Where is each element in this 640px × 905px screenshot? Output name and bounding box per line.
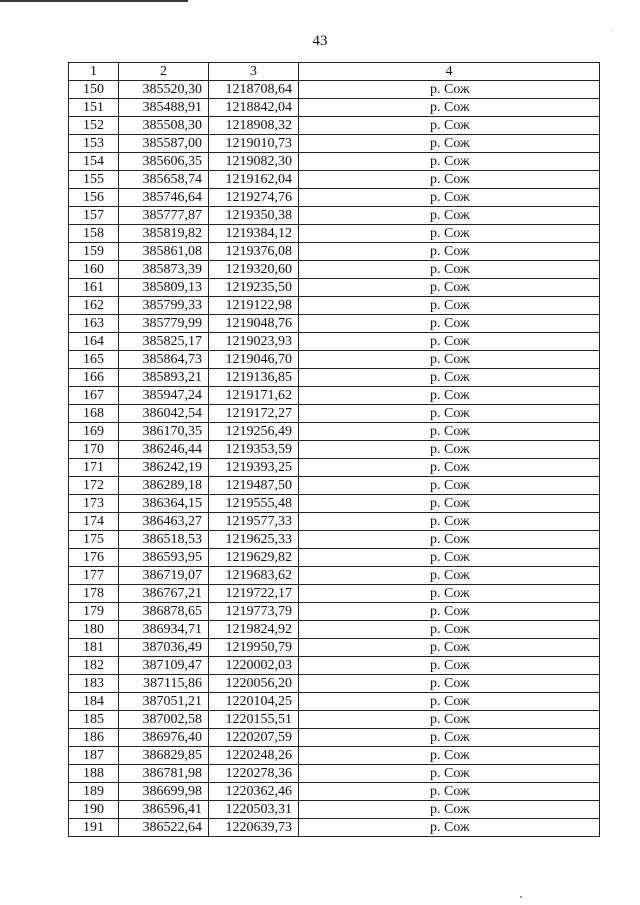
cell-point-number: 168 (69, 405, 119, 423)
cell-point-number: 154 (69, 153, 119, 171)
cell-point-number: 160 (69, 261, 119, 279)
cell-object-name: р. Сож (299, 369, 600, 387)
cell-y-coordinate: 1219122,98 (209, 297, 299, 315)
cell-object-name: р. Сож (299, 261, 600, 279)
table-row (69, 117, 600, 135)
table-row (69, 153, 600, 171)
cell-point-number: 166 (69, 369, 119, 387)
cell-point-number: 175 (69, 531, 119, 549)
table-row (69, 441, 600, 459)
table-row (69, 639, 600, 657)
table-row (69, 819, 600, 837)
cell-x-coordinate: 385606,35 (119, 153, 209, 171)
cell-y-coordinate: 1219320,60 (209, 261, 299, 279)
table-row (69, 279, 600, 297)
cell-object-name: р. Сож (299, 765, 600, 783)
cell-y-coordinate: 1218908,32 (209, 117, 299, 135)
cell-object-name: р. Сож (299, 477, 600, 495)
cell-point-number: 180 (69, 621, 119, 639)
cell-x-coordinate: 387036,49 (119, 639, 209, 657)
cell-x-coordinate: 385508,30 (119, 117, 209, 135)
cell-object-name: р. Сож (299, 513, 600, 531)
cell-point-number: 173 (69, 495, 119, 513)
cell-x-coordinate: 385861,08 (119, 243, 209, 261)
table-row (69, 729, 600, 747)
cell-object-name: р. Сож (299, 531, 600, 549)
cell-point-number: 178 (69, 585, 119, 603)
cell-point-number: 151 (69, 99, 119, 117)
table-row (69, 225, 600, 243)
cell-y-coordinate: 1219010,73 (209, 135, 299, 153)
table-row (69, 585, 600, 603)
cell-y-coordinate: 1220639,73 (209, 819, 299, 837)
cell-object-name: р. Сож (299, 549, 600, 567)
table-row (69, 549, 600, 567)
cell-object-name: р. Сож (299, 117, 600, 135)
cell-object-name: р. Сож (299, 279, 600, 297)
cell-point-number: 183 (69, 675, 119, 693)
cell-point-number: 190 (69, 801, 119, 819)
cell-x-coordinate: 385799,33 (119, 297, 209, 315)
cell-y-coordinate: 1219376,08 (209, 243, 299, 261)
table-row (69, 477, 600, 495)
table-row (69, 675, 600, 693)
cell-y-coordinate: 1219256,49 (209, 423, 299, 441)
cell-y-coordinate: 1219136,85 (209, 369, 299, 387)
table-row (69, 261, 600, 279)
cell-point-number: 163 (69, 315, 119, 333)
cell-object-name: р. Сож (299, 585, 600, 603)
cell-y-coordinate: 1219353,59 (209, 441, 299, 459)
cell-object-name: р. Сож (299, 405, 600, 423)
cell-object-name: р. Сож (299, 297, 600, 315)
cell-object-name: р. Сож (299, 639, 600, 657)
cell-object-name: р. Сож (299, 441, 600, 459)
table-row (69, 603, 600, 621)
cell-point-number: 170 (69, 441, 119, 459)
cell-x-coordinate: 385779,99 (119, 315, 209, 333)
table-row (69, 783, 600, 801)
cell-x-coordinate: 386463,27 (119, 513, 209, 531)
cell-x-coordinate: 386781,98 (119, 765, 209, 783)
cell-x-coordinate: 386878,65 (119, 603, 209, 621)
cell-x-coordinate: 386976,40 (119, 729, 209, 747)
cell-y-coordinate: 1219773,79 (209, 603, 299, 621)
cell-y-coordinate: 1219393,25 (209, 459, 299, 477)
cell-y-coordinate: 1220002,03 (209, 657, 299, 675)
table-row (69, 99, 600, 117)
cell-point-number: 187 (69, 747, 119, 765)
cell-y-coordinate: 1219683,62 (209, 567, 299, 585)
cell-x-coordinate: 386522,64 (119, 819, 209, 837)
cell-x-coordinate: 385587,00 (119, 135, 209, 153)
table-row (69, 567, 600, 585)
table-row (69, 171, 600, 189)
cell-y-coordinate: 1220056,20 (209, 675, 299, 693)
cell-point-number: 181 (69, 639, 119, 657)
cell-object-name: р. Сож (299, 423, 600, 441)
scan-speck (612, 30, 613, 31)
table-row (69, 81, 600, 99)
cell-x-coordinate: 385777,87 (119, 207, 209, 225)
cell-object-name: р. Сож (299, 621, 600, 639)
cell-object-name: р. Сож (299, 459, 600, 477)
table-row (69, 495, 600, 513)
cell-object-name: р. Сож (299, 243, 600, 261)
table-row (69, 621, 600, 639)
cell-object-name: р. Сож (299, 333, 600, 351)
cell-x-coordinate: 385864,73 (119, 351, 209, 369)
table-row (69, 369, 600, 387)
cell-point-number: 159 (69, 243, 119, 261)
cell-object-name: р. Сож (299, 711, 600, 729)
cell-y-coordinate: 1219629,82 (209, 549, 299, 567)
cell-object-name: р. Сож (299, 783, 600, 801)
header-row (69, 63, 600, 81)
cell-object-name: р. Сож (299, 81, 600, 99)
table-row (69, 531, 600, 549)
cell-x-coordinate: 387051,21 (119, 693, 209, 711)
cell-y-coordinate: 1220104,25 (209, 693, 299, 711)
cell-y-coordinate: 1220248,26 (209, 747, 299, 765)
cell-point-number: 152 (69, 117, 119, 135)
cell-x-coordinate: 387115,86 (119, 675, 209, 693)
cell-object-name: р. Сож (299, 729, 600, 747)
cell-object-name: р. Сож (299, 747, 600, 765)
cell-point-number: 188 (69, 765, 119, 783)
cell-x-coordinate: 385658,74 (119, 171, 209, 189)
column-header-number: 1 (69, 63, 119, 81)
cell-x-coordinate: 385746,64 (119, 189, 209, 207)
cell-x-coordinate: 386364,15 (119, 495, 209, 513)
cell-y-coordinate: 1219555,48 (209, 495, 299, 513)
cell-x-coordinate: 386289,18 (119, 477, 209, 495)
cell-x-coordinate: 386246,44 (119, 441, 209, 459)
cell-point-number: 172 (69, 477, 119, 495)
cell-point-number: 156 (69, 189, 119, 207)
table-row (69, 351, 600, 369)
cell-point-number: 179 (69, 603, 119, 621)
cell-point-number: 182 (69, 657, 119, 675)
cell-point-number: 161 (69, 279, 119, 297)
cell-x-coordinate: 385873,39 (119, 261, 209, 279)
cell-point-number: 185 (69, 711, 119, 729)
scan-speck (520, 896, 522, 898)
table-row (69, 405, 600, 423)
cell-object-name: р. Сож (299, 567, 600, 585)
cell-y-coordinate: 1220503,31 (209, 801, 299, 819)
cell-point-number: 169 (69, 423, 119, 441)
cell-x-coordinate: 386829,85 (119, 747, 209, 765)
cell-x-coordinate: 385825,17 (119, 333, 209, 351)
cell-object-name: р. Сож (299, 153, 600, 171)
cell-y-coordinate: 1220278,36 (209, 765, 299, 783)
table-row (69, 189, 600, 207)
table-row (69, 711, 600, 729)
cell-y-coordinate: 1219048,76 (209, 315, 299, 333)
cell-x-coordinate: 386934,71 (119, 621, 209, 639)
cell-x-coordinate: 385819,82 (119, 225, 209, 243)
table-row (69, 693, 600, 711)
cell-object-name: р. Сож (299, 801, 600, 819)
cell-x-coordinate: 385893,21 (119, 369, 209, 387)
cell-object-name: р. Сож (299, 315, 600, 333)
cell-point-number: 171 (69, 459, 119, 477)
cell-x-coordinate: 385809,13 (119, 279, 209, 297)
table-row (69, 243, 600, 261)
cell-y-coordinate: 1219172,27 (209, 405, 299, 423)
cell-object-name: р. Сож (299, 693, 600, 711)
cell-object-name: р. Сож (299, 171, 600, 189)
cell-x-coordinate: 386767,21 (119, 585, 209, 603)
cell-y-coordinate: 1219384,12 (209, 225, 299, 243)
cell-point-number: 189 (69, 783, 119, 801)
cell-point-number: 162 (69, 297, 119, 315)
cell-y-coordinate: 1218708,64 (209, 81, 299, 99)
table-row (69, 513, 600, 531)
cell-object-name: р. Сож (299, 819, 600, 837)
cell-x-coordinate: 386593,95 (119, 549, 209, 567)
cell-object-name: р. Сож (299, 225, 600, 243)
table-row (69, 765, 600, 783)
column-header-y: 3 (209, 63, 299, 81)
cell-x-coordinate: 386719,07 (119, 567, 209, 585)
cell-y-coordinate: 1219950,79 (209, 639, 299, 657)
cell-y-coordinate: 1219625,33 (209, 531, 299, 549)
table-row (69, 423, 600, 441)
cell-point-number: 184 (69, 693, 119, 711)
cell-x-coordinate: 385947,24 (119, 387, 209, 405)
cell-object-name: р. Сож (299, 495, 600, 513)
cell-point-number: 150 (69, 81, 119, 99)
cell-object-name: р. Сож (299, 603, 600, 621)
table-row (69, 801, 600, 819)
cell-x-coordinate: 387002,58 (119, 711, 209, 729)
cell-point-number: 157 (69, 207, 119, 225)
cell-point-number: 174 (69, 513, 119, 531)
cell-point-number: 165 (69, 351, 119, 369)
cell-x-coordinate: 387109,47 (119, 657, 209, 675)
cell-point-number: 186 (69, 729, 119, 747)
table-row (69, 315, 600, 333)
table-row (69, 297, 600, 315)
cell-y-coordinate: 1219722,17 (209, 585, 299, 603)
column-header-x: 2 (119, 63, 209, 81)
cell-y-coordinate: 1220207,59 (209, 729, 299, 747)
cell-y-coordinate: 1219824,92 (209, 621, 299, 639)
cell-point-number: 155 (69, 171, 119, 189)
cell-object-name: р. Сож (299, 135, 600, 153)
cell-point-number: 158 (69, 225, 119, 243)
cell-object-name: р. Сож (299, 675, 600, 693)
cell-x-coordinate: 386242,19 (119, 459, 209, 477)
cell-x-coordinate: 385520,30 (119, 81, 209, 99)
cell-object-name: р. Сож (299, 207, 600, 225)
table-row (69, 747, 600, 765)
cell-y-coordinate: 1219487,50 (209, 477, 299, 495)
cell-y-coordinate: 1220155,51 (209, 711, 299, 729)
cell-point-number: 177 (69, 567, 119, 585)
cell-object-name: р. Сож (299, 99, 600, 117)
scan-edge (0, 0, 188, 2)
cell-object-name: р. Сож (299, 387, 600, 405)
cell-point-number: 164 (69, 333, 119, 351)
cell-y-coordinate: 1219082,30 (209, 153, 299, 171)
table-row (69, 459, 600, 477)
table-row (69, 333, 600, 351)
cell-x-coordinate: 386042,54 (119, 405, 209, 423)
coordinates-table (68, 62, 600, 837)
table-row (69, 657, 600, 675)
table-row (69, 135, 600, 153)
cell-x-coordinate: 386170,35 (119, 423, 209, 441)
cell-y-coordinate: 1219577,33 (209, 513, 299, 531)
cell-point-number: 176 (69, 549, 119, 567)
table-header (69, 63, 600, 81)
cell-y-coordinate: 1219023,93 (209, 333, 299, 351)
cell-y-coordinate: 1219162,04 (209, 171, 299, 189)
cell-y-coordinate: 1219171,62 (209, 387, 299, 405)
cell-object-name: р. Сож (299, 657, 600, 675)
cell-y-coordinate: 1219046,70 (209, 351, 299, 369)
cell-x-coordinate: 385488,91 (119, 99, 209, 117)
cell-point-number: 153 (69, 135, 119, 153)
cell-object-name: р. Сож (299, 189, 600, 207)
table-row (69, 387, 600, 405)
cell-object-name: р. Сож (299, 351, 600, 369)
column-header-name: 4 (299, 63, 600, 81)
cell-y-coordinate: 1219350,38 (209, 207, 299, 225)
cell-x-coordinate: 386518,53 (119, 531, 209, 549)
cell-x-coordinate: 386699,98 (119, 783, 209, 801)
cell-y-coordinate: 1219235,50 (209, 279, 299, 297)
cell-y-coordinate: 1219274,76 (209, 189, 299, 207)
table-body (69, 81, 600, 837)
cell-point-number: 167 (69, 387, 119, 405)
table-row (69, 207, 600, 225)
cell-y-coordinate: 1218842,04 (209, 99, 299, 117)
page-number: 43 (312, 33, 328, 49)
cell-y-coordinate: 1220362,46 (209, 783, 299, 801)
cell-point-number: 191 (69, 819, 119, 837)
cell-x-coordinate: 386596,41 (119, 801, 209, 819)
